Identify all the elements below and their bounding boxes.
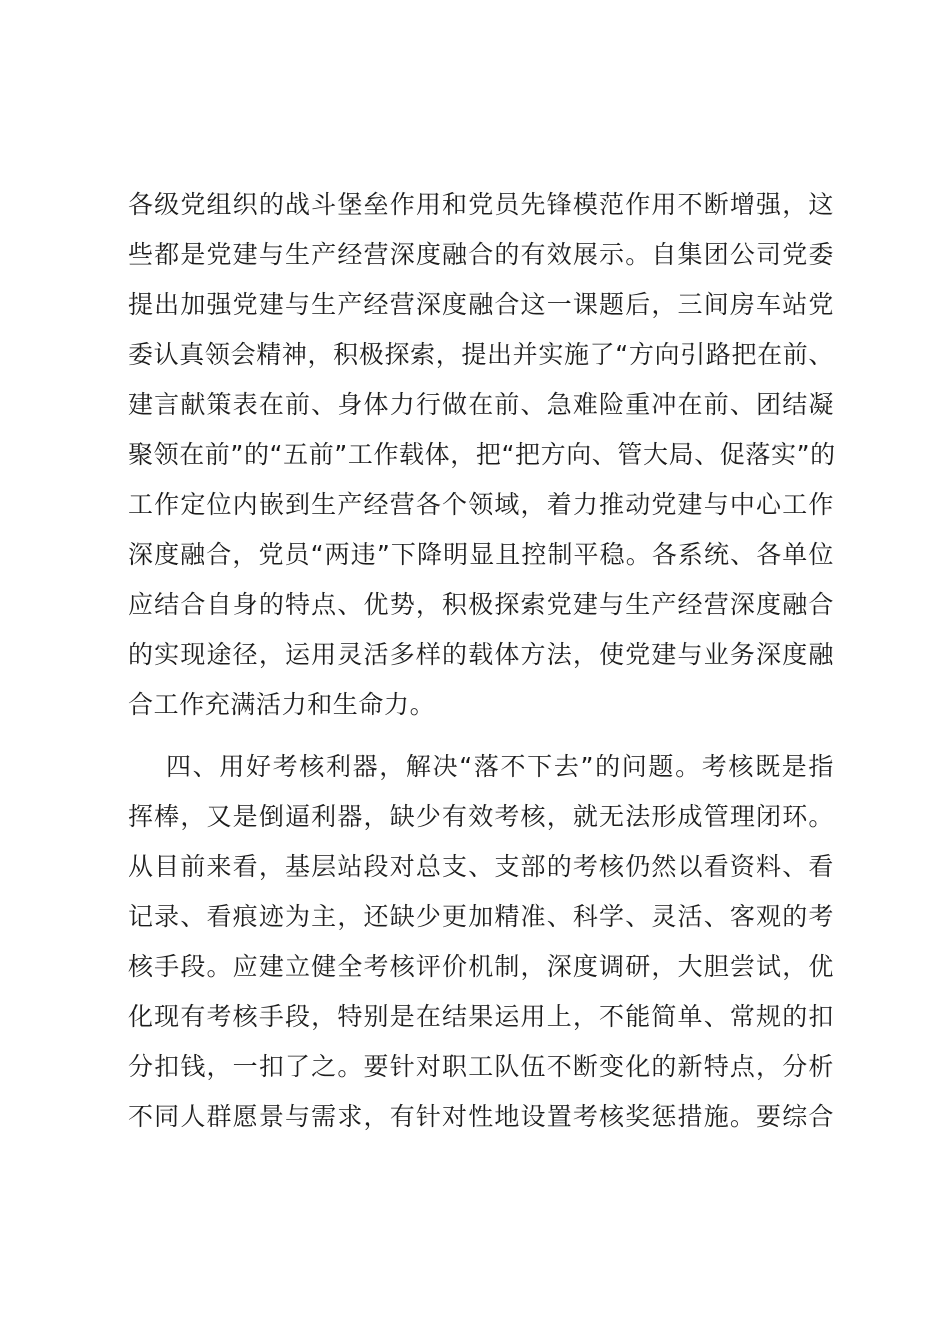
text-line: 各级党组织的战斗堡垒作用和党员先锋模范作用不断增强，这 (128, 190, 834, 219)
text-line: 分扣钱，一扣了之。要针对职工队伍不断变化的新特点，分析 (128, 1052, 834, 1081)
text-line: 不同人群愿景与需求，有针对性地设置考核奖惩措施。要综合 (128, 1102, 834, 1131)
section-heading-line: 四、用好考核利器，解决“落不下去”的问题。考核既是指 (166, 752, 834, 781)
text-line: 化现有考核手段，特别是在结果运用上，不能简单、常规的扣 (128, 1002, 834, 1031)
paragraph-assessment-section (128, 742, 834, 1142)
text-line: 提出加强党建与生产经营深度融合这一课题后，三间房车站党 (128, 290, 834, 319)
text-line: 些都是党建与生产经营深度融合的有效展示。自集团公司党委 (128, 240, 834, 269)
text-line: 建言献策表在前、身体力行做在前、急难险重冲在前、团结凝 (128, 390, 834, 419)
text-line: 深度融合，党员“两违”下降明显且控制平稳。各系统、各单位 (128, 540, 834, 569)
text-line: 挥棒，又是倒逼利器，缺少有效考核，就无法形成管理闭环。 (128, 802, 834, 831)
text-line: 从目前来看，基层站段对总支、支部的考核仍然以看资料、看 (128, 852, 834, 881)
text-line: 核手段。应建立健全考核评价机制，深度调研，大胆尝试，优 (128, 952, 834, 981)
text-line: 记录、看痕迹为主，还缺少更加精准、科学、灵活、客观的考 (128, 902, 834, 931)
text-line: 合工作充满活力和生命力。 (128, 690, 436, 719)
text-line: 的实现途径，运用灵活多样的载体方法，使党建与业务深度融 (128, 640, 834, 669)
paragraph-party-building-integration (128, 180, 834, 730)
text-line: 聚领在前”的“五前”工作载体，把“把方向、管大局、促落实”的 (128, 440, 836, 469)
text-line: 工作定位内嵌到生产经营各个领域，着力推动党建与中心工作 (128, 490, 834, 519)
text-line: 委认真领会精神，积极探索，提出并实施了“方向引路把在前、 (128, 340, 834, 369)
text-line: 应结合自身的特点、优势，积极探索党建与生产经营深度融合 (128, 590, 834, 619)
